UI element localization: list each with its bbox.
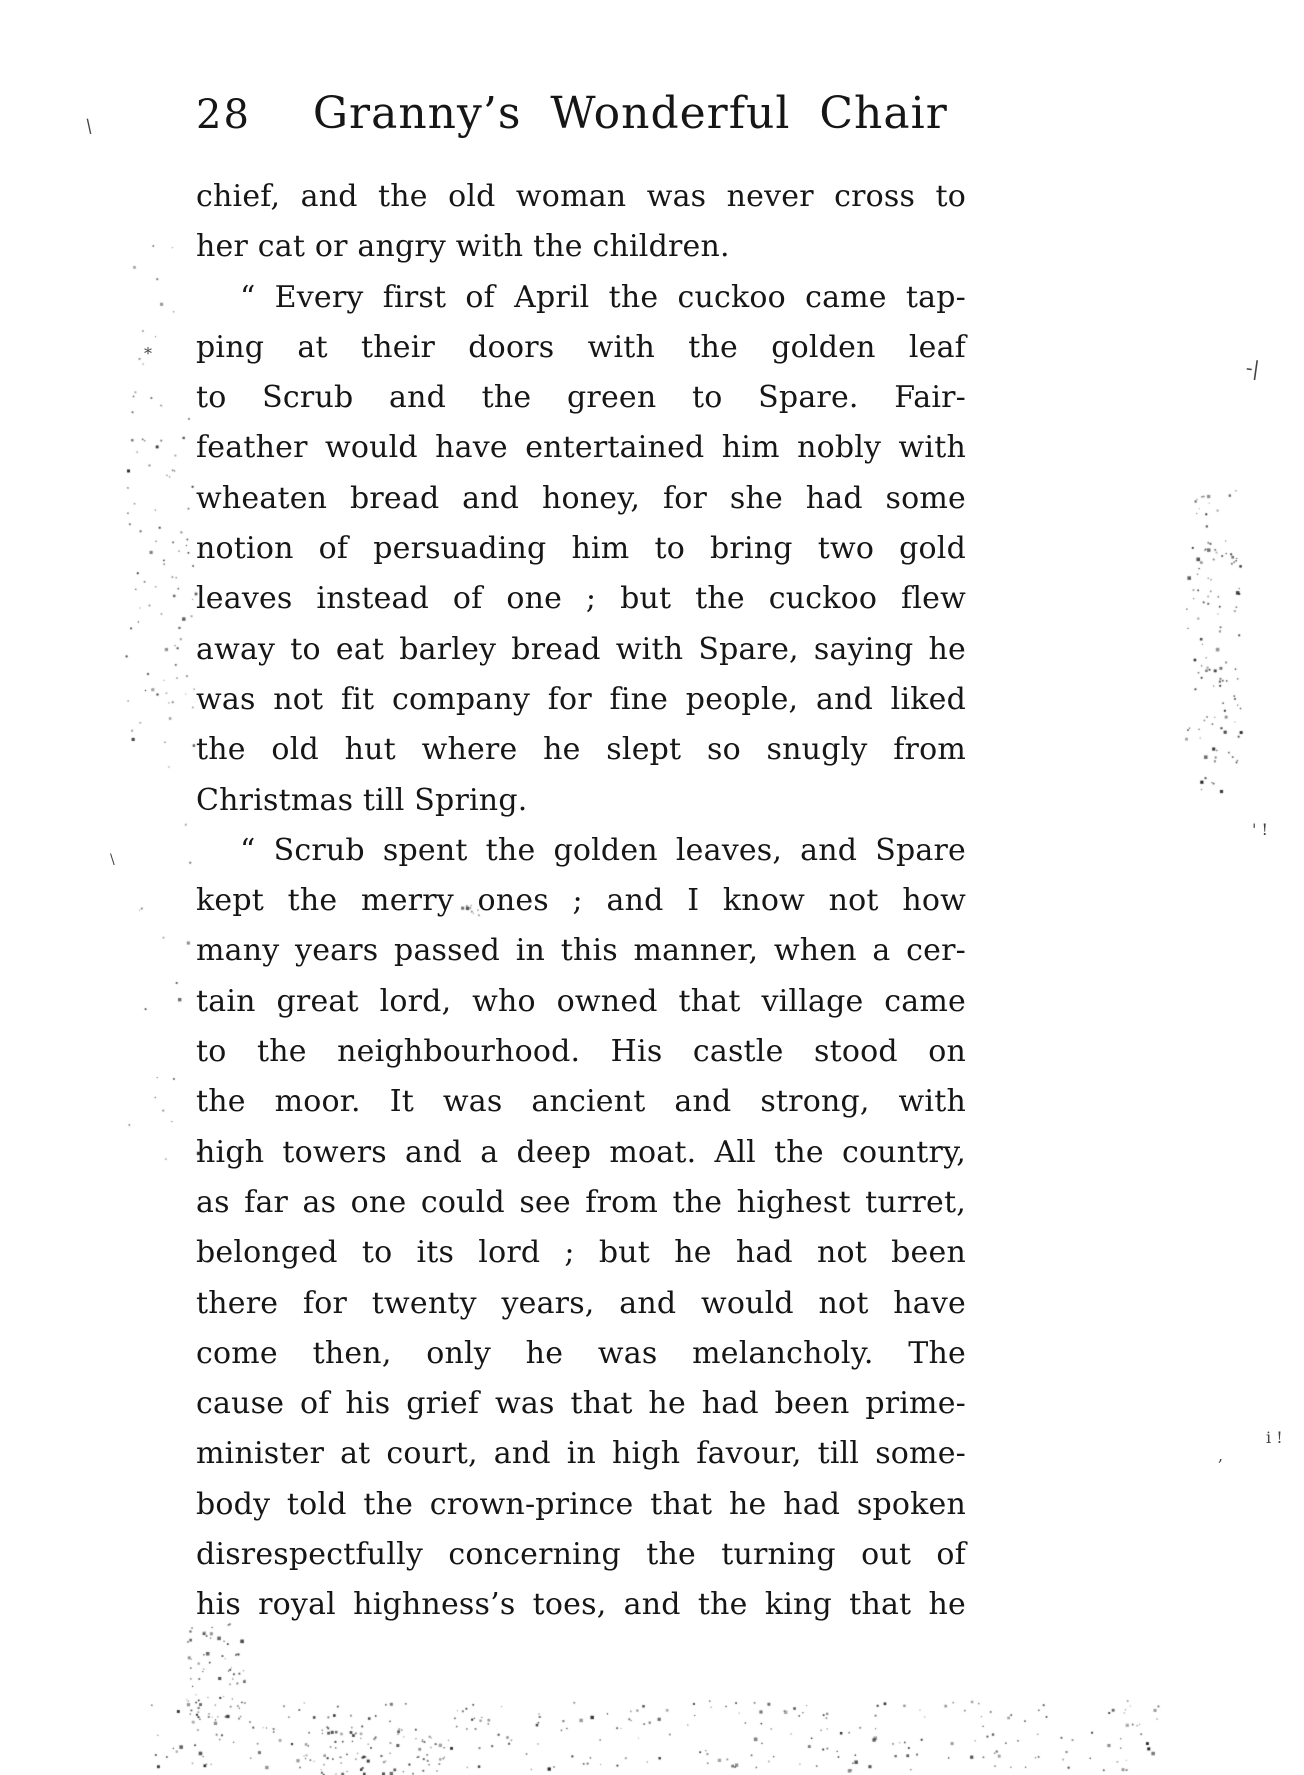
- scan-artifact-mark: \: [85, 115, 93, 138]
- text-line: wheaten bread and honey, for she had some: [196, 480, 966, 516]
- text-line: belonged to its lord ; but he had not been: [196, 1235, 966, 1271]
- text-line: his royal highness’s toes, and the king that he: [196, 1587, 966, 1623]
- page-number: 28: [196, 92, 251, 138]
- scan-artifact-mark: i !: [1266, 1428, 1283, 1447]
- text-line: cause of his grief was that he had been prime-: [196, 1386, 966, 1422]
- text-line: kept the merry ones ; and I know not how: [196, 883, 966, 919]
- text-line: body told the crown-prince that he had spoken: [196, 1486, 966, 1522]
- text-line: the old hut where he slept so snugly from: [196, 732, 966, 768]
- scan-artifact-mark: ' !: [1252, 820, 1268, 839]
- scan-artifact-mark: \: [110, 852, 115, 868]
- text-line: Christmas till Spring.: [196, 782, 528, 818]
- text-line: to Scrub and the green to Spare. Fair-: [196, 380, 966, 416]
- text-line: “ Every first of April the cuckoo came tap-: [240, 279, 966, 315]
- text-line: feather would have entertained him nobly with: [196, 430, 966, 466]
- text-line: ping at their doors with the golden leaf: [196, 329, 966, 365]
- text-line: disrespectfully concerning the turning out of: [196, 1537, 966, 1573]
- text-line: her cat or angry with the children.: [196, 229, 730, 265]
- text-line: was not fit company for fine people, and liked: [196, 681, 966, 717]
- text-line: there for twenty years, and would not have: [196, 1285, 966, 1321]
- text-line: to the neighbourhood. His castle stood on: [196, 1034, 966, 1070]
- text-line: “ Scrub spent the golden leaves, and Spare: [240, 832, 966, 868]
- text-line: high towers and a deep moat. All the country,: [196, 1134, 966, 1170]
- text-line: come then, only he was melancholy. The: [196, 1335, 966, 1371]
- text-line: chief, and the old woman was never cross to: [196, 179, 966, 214]
- scan-artifact-mark: *: [144, 344, 152, 363]
- running-title: Granny’s Wonderful Chair: [312, 88, 948, 139]
- scan-artifact-mark: -|: [1244, 355, 1262, 381]
- scan-artifact-mark: ,: [1218, 1446, 1224, 1465]
- text-line: the moor. It was ancient and strong, with: [196, 1084, 966, 1120]
- text-line: leaves instead of one ; but the cuckoo flew: [196, 581, 966, 617]
- text-line: away to eat barley bread with Spare, saying he: [196, 631, 966, 667]
- text-line: as far as one could see from the highest turret,: [196, 1184, 966, 1220]
- body-text: [196, 172, 966, 1631]
- page-header: [196, 88, 976, 139]
- text-line: many years passed in this manner, when a cer-: [196, 933, 966, 969]
- text-line: tain great lord, who owned that village came: [196, 983, 966, 1019]
- text-line: notion of persuading him to bring two gold: [196, 531, 966, 567]
- text-line: minister at court, and in high favour, till some-: [196, 1436, 966, 1472]
